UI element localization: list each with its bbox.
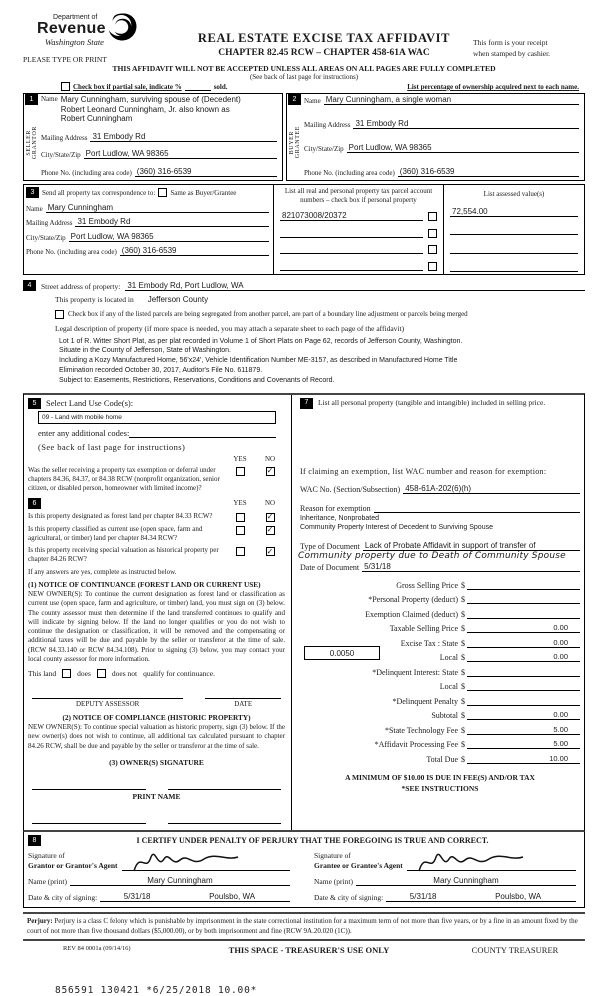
buyer-city-label: City/State/Zip [304, 145, 344, 153]
subtotal-field[interactable]: 0.00 [467, 710, 580, 720]
does-label: does [77, 669, 91, 679]
grantee-sig-label-1: Signature of [314, 851, 351, 861]
grantor-signature-block [28, 847, 290, 902]
ownership-percentage-note: List percentage of ownership acquired next to each name. [407, 83, 579, 91]
does-checkbox[interactable] [62, 669, 71, 678]
certify-statement: I CERTIFY UNDER PENALTY OF PERJURY THAT THE FOREGOING IS TRUE AND CORRECT. [136, 835, 489, 845]
corr-city-label: City/State/Zip [26, 233, 66, 242]
yes-header: YES [233, 454, 247, 463]
segregated-label: Check box if any of the listed parcels are being segregated from another parcel, are part of a boundary line adjustment or parcels being merged [68, 310, 468, 319]
assessed-value-field-blank[interactable] [450, 225, 578, 235]
notice-compliance-title: (2) NOTICE OF COMPLIANCE (HISTORIC PROPERTY) [62, 713, 251, 723]
street-address-field[interactable]: 31 Embody Rd, Port Ludlow, WA [125, 281, 585, 291]
seller-grantor-box [23, 93, 283, 181]
dor-logo-block [23, 14, 175, 64]
located-in-label: This property is located in [55, 295, 134, 304]
county-treasurer-label: COUNTY TREASURER [471, 945, 559, 956]
buyer-city-field[interactable]: Port Ludlow, WA 98365 [347, 143, 579, 153]
section3-number: 3 [26, 187, 39, 198]
seller-phone-label: Phone No. (including area code) [41, 168, 132, 177]
corr-mailing-label: Mailing Address [26, 219, 73, 227]
wac-number-field[interactable]: 458-61A-202(6)(h) [403, 484, 580, 494]
grantor-date-city-label: Date & city of signing: [28, 892, 98, 902]
deputy-assessor-date-line[interactable] [205, 689, 281, 699]
grantee-city-field[interactable]: Poulsbo, WA [460, 892, 576, 902]
deputy-assessor-label: DEPUTY ASSESSOR [75, 700, 140, 709]
grantor-date-field[interactable]: 5/31/18 [100, 892, 174, 902]
footer-row [23, 945, 585, 955]
print-name-line-2[interactable] [168, 814, 282, 824]
partial-sale-percent-field[interactable] [185, 90, 211, 91]
corr-name-field[interactable]: Mary Cunningham [46, 203, 269, 213]
wac-label: WAC No. (Section/Subsection) [300, 484, 401, 494]
current-use-no-checkbox[interactable]: ✓ [266, 525, 274, 535]
grantor-sig-label-2: Grantor or Grantor's Agent [28, 861, 118, 871]
section1-number: 1 [25, 94, 38, 105]
doc-type-field[interactable]: Lack of Probate Affidavit in support of transfer of [363, 541, 580, 551]
please-type-label: PLEASE TYPE OR PRINT [23, 55, 107, 64]
personal-property-list-label: List all personal property (tangible and intangible) included in selling price. [318, 397, 546, 407]
forest-yes-checkbox[interactable] [236, 513, 245, 522]
assessed-value-field-blank[interactable] [450, 244, 578, 254]
qualify-label: qualify for continuance. [143, 669, 215, 679]
partial-sale-row [61, 82, 579, 91]
historic-no-checkbox[interactable]: ✓ [266, 546, 274, 556]
parcel-number-field-blank[interactable] [280, 228, 423, 238]
land-use-code-select[interactable]: 09 - Land with mobile home [38, 411, 276, 424]
gross-selling-price-field[interactable] [467, 580, 580, 590]
parcel-number-field-blank[interactable] [280, 244, 423, 254]
grantee-signature-field[interactable] [407, 847, 576, 871]
buyer-mailing-label: Mailing Address [304, 121, 351, 129]
corr-phone-field[interactable]: (360) 316-6539 [120, 246, 269, 256]
seller-mailing-field[interactable]: 31 Embody Rd [90, 132, 277, 142]
corr-city-field[interactable]: Port Ludlow, WA 98365 [69, 232, 269, 242]
local-rate-box[interactable]: 0.0050 [304, 646, 380, 660]
assessed-values-header: List assessed value(s) [483, 190, 545, 198]
receipt-note [473, 14, 585, 64]
partial-sale-label: Check box if partial sale, indicate % [73, 83, 182, 91]
grantee-signature-icon [415, 847, 525, 875]
personal-property-checkbox-3[interactable] [428, 245, 437, 254]
personal-property-deduct-field[interactable] [467, 594, 580, 604]
see-back-instructions: (See back of last page for instructions) [38, 441, 186, 452]
receipt-note-line2: when stamped by cashier. [473, 48, 551, 58]
grantee-date-city-label: Date & city of signing: [314, 892, 384, 902]
personal-property-checkbox-1[interactable] [428, 212, 437, 221]
forest-no-checkbox[interactable]: ✓ [266, 512, 274, 522]
parcel-numbers-header: List all real and personal property tax parcel account numbers – check box if personal property [284, 187, 433, 204]
grantee-sig-label-2: Grantee or Grantee's Agent [314, 861, 403, 871]
section7-number: 7 [300, 398, 313, 409]
rev-number: REV 84 0001a (09/14/16) [63, 945, 131, 953]
grantor-signature-field[interactable] [122, 847, 290, 871]
corr-name-label: Name [26, 204, 43, 213]
section4-number: 4 [23, 280, 36, 291]
excise-tax-state-field[interactable]: 0.00 [467, 638, 580, 648]
section6-number: 6 [28, 498, 41, 509]
correspondence-label: Send all property tax correspondence to: [42, 188, 156, 197]
section5-number: 5 [28, 398, 41, 409]
sold-label: sold. [213, 83, 228, 91]
assessed-value-field[interactable]: 72,554.00 [450, 207, 578, 217]
treasurer-space-label: THIS SPACE - TREASURER'S USE ONLY [228, 945, 390, 956]
affidavit-processing-fee-field[interactable]: 5.00 [467, 739, 580, 749]
section8-box [23, 832, 585, 908]
grantor-name-field[interactable]: Mary Cunningham [70, 876, 290, 886]
deputy-assessor-signature-line[interactable] [32, 689, 183, 699]
warning-line: THIS AFFIDAVIT WILL NOT BE ACCEPTED UNLESS ALL AREAS ON ALL PAGES ARE FULLY COMPLETED [112, 64, 496, 73]
grantor-signature-icon [130, 847, 240, 875]
buyer-name-label: Name [304, 97, 321, 105]
notice-continuance-body: NEW OWNER(S): To continue the current designation as forest land or classification as current use (open space, farm and agriculture, or timber) land, you must sign on (3) below. The county assessor must then determine if the land transferred continues to qualify and will indicate by signing below. If the land no longer qualifies or you do not wish to continue the designation or classification, it will be removed and the compensating or additional taxes will be due and payable by the seller or transferor at the time of sale. (RCW 84.33.140 or RCW 84.34.108). Prior to signing (3) below, you may contact your local county assessor for more information. [28, 590, 285, 663]
historic-property-question: Is this property receiving special valuation as historical property per chapter 84.26 RCW? [28, 546, 219, 564]
seller-name-label: Name [41, 95, 58, 103]
notice-continuance-title: (1) NOTICE OF CONTINUANCE (FOREST LAND OR CURRENT USE) [28, 580, 261, 590]
exemption-intro: If claiming an exemption, list WAC number and reason for exemption: [300, 466, 547, 476]
q1-yes-checkbox[interactable] [236, 467, 245, 476]
section3-box [23, 184, 585, 275]
q1-no-checkbox[interactable]: ✓ [266, 466, 274, 476]
seller-phone-field[interactable]: (360) 316-6539 [135, 167, 277, 177]
same-as-buyer-checkbox[interactable] [158, 188, 167, 197]
does-not-label: does not [111, 669, 138, 679]
owner-signature-line-2[interactable] [168, 780, 282, 790]
minimum-fee-note: A MINIMUM OF $10.00 IS DUE IN FEE(S) AND/OR TAX *SEE INSTRUCTIONS [345, 772, 535, 793]
state-technology-fee-field[interactable]: 5.00 [467, 725, 580, 735]
parcel-number-field-blank[interactable] [280, 261, 423, 271]
assessed-value-field-blank[interactable] [450, 262, 578, 272]
section4 [23, 280, 585, 386]
personal-property-checkbox-2[interactable] [428, 229, 437, 238]
section2-number: 2 [288, 94, 301, 105]
buyer-name-field[interactable]: Mary Cunningham, a single woman [324, 95, 579, 105]
no-header-2: NO [264, 499, 276, 508]
seller-city-field[interactable]: Port Ludlow, WA 98365 [84, 149, 277, 159]
taxable-selling-price-field[interactable]: 0.00 [467, 623, 580, 633]
form-title: REAL ESTATE EXCISE TAX AFFIDAVIT [197, 31, 451, 45]
excise-tax-local-field[interactable]: 0.00 [467, 652, 580, 662]
if-yes-note: If any answers are yes, complete as instructed below. [28, 568, 177, 577]
seller-city-label: City/State/Zip [41, 151, 81, 160]
logo-dept-text: Department of [53, 14, 98, 21]
grantor-city-field[interactable]: Poulsbo, WA [174, 892, 290, 902]
segregated-checkbox[interactable] [55, 310, 64, 319]
current-use-question: Is this property classified as current use (open space, farm and agricultural, or timber) land per chapter 84.34 RCW? [28, 524, 203, 542]
section7-column [292, 395, 584, 830]
doc-type-label: Type of Document [300, 542, 360, 552]
reason-label: Reason for exemption [300, 503, 371, 513]
parcel-number-field[interactable]: 821073008/20372 [280, 211, 423, 221]
located-county-field[interactable]: Jefferson County [147, 295, 209, 304]
delinquent-interest-local-field[interactable] [467, 681, 580, 691]
no-header: NO [264, 454, 276, 463]
doc-type-handwritten-text: Community property due to Death of Community Spouse [298, 551, 566, 562]
delinquent-penalty-field[interactable] [467, 696, 580, 706]
buyer-grantee-side-label: BUYER GRANTEE [288, 126, 301, 159]
personal-property-checkbox-4[interactable] [428, 262, 437, 271]
seller-mailing-label: Mailing Address [41, 133, 88, 142]
this-land-label: This land [28, 669, 57, 679]
form-subtitle: CHAPTER 82.45 RCW – CHAPTER 458-61A WAC [218, 48, 430, 58]
receipt-note-line1: This form is your receipt [473, 38, 548, 47]
owners-signature-label: (3) OWNER(S) SIGNATURE [109, 757, 204, 767]
corr-mailing-field[interactable]: 31 Embody Rd [75, 217, 269, 227]
cashier-stamp: 856591 130421 *6/25/2018 10.00* [55, 985, 258, 996]
corr-phone-label: Phone No. (including area code) [26, 248, 117, 256]
grantee-date-field[interactable]: 5/31/18 [386, 892, 460, 902]
buyer-phone-label: Phone No. (including area code) [304, 169, 395, 177]
section8-number: 8 [28, 835, 41, 846]
grantee-signature-block [314, 847, 576, 902]
same-as-buyer-label: Same as Buyer/Grantee [170, 188, 237, 197]
reason-text: Inheritance, Nonprobated Community Property Interest of Decedent to Surviving Spouse [300, 514, 493, 532]
owner-signature-line-1[interactable] [32, 780, 146, 790]
dor-swirl-icon [108, 12, 138, 42]
assessor-date-label: DATE [234, 700, 253, 709]
perjury-notice: Perjury: Perjury is a class C felony which is punishable by imprisonment in the state correctional institution for a maximum term of not more than five years, or by a fine in an amount fixed by the court of not more than five thousand dollars ($5,000.00), or by both imprisonment and fine (RCW 9A.20.020 (1C)). [23, 912, 585, 942]
current-use-yes-checkbox[interactable] [236, 526, 245, 535]
legal-description-text[interactable]: Lot 1 of R. Witter Short Plat, as per plat recorded in Volume 1 of Short Plats on Page 62, records of Jefferson County, Washington. Situate in the County of Jefferson, State of Washington. Including a Kozy Manufactured Home, 56'x24', Vehicle Identification Number ME-3157, as described in Manufactured Home Title Elimination recorded October 30, 2017, Auditor's File No. 611879. Subject to: Easements, Restrictions, Reservations, Conditions and Covenants of Record. [59, 337, 463, 384]
grantee-name-field[interactable]: Mary Cunningham [356, 876, 576, 886]
exemption-claimed-field[interactable] [467, 609, 580, 619]
excise-tax-table: Gross Selling Price $ *Personal Property (deduct) $ Exemption Claimed (deduct) $ Taxable Selling Price $ 0.00 Excise Tax : State $ 0.00 0.0050 Local $ 0.00 *Delinquent Interest: State $ Local $ *Delinquent Penalty $ Subtotal $ 0.00 *State Technology Fee $ 5.00 *Affidavit Processing Fee $ 5.00 Total Due $ 10.00 [300, 575, 580, 764]
legal-description-label: Legal description of property (if more space is needed, you may attach a separate sheet to each page of the affidavit) [55, 323, 405, 333]
logo-revenue-text: Revenue [37, 20, 106, 37]
buyer-mailing-field[interactable]: 31 Embody Rd [353, 119, 579, 129]
partial-sale-checkbox[interactable] [61, 82, 70, 91]
grantor-name-print-label: Name (print) [28, 877, 67, 887]
street-address-label: Street address of property: [41, 282, 121, 291]
additional-codes-label: enter any additional codes: [38, 427, 130, 438]
total-due-field[interactable]: 10.00 [467, 754, 580, 764]
seller-grantor-side-label: SELLER GRANTOR [25, 125, 38, 160]
grantor-sig-label-1: Signature of [28, 851, 65, 861]
additional-codes-field[interactable] [129, 428, 276, 438]
print-name-label: PRINT NAME [132, 791, 181, 801]
section5-6-column [24, 395, 292, 830]
print-name-line-1[interactable] [32, 814, 146, 824]
doc-date-label: Date of Document [300, 563, 360, 573]
reason-field[interactable] [374, 503, 580, 513]
land-use-label: Select Land Use Code(s): [46, 398, 134, 409]
see-back-note: (See back of last page for instructions) [249, 73, 359, 81]
doc-date-field[interactable]: 5/31/18 [362, 562, 580, 572]
forest-land-question: Is this property designated as forest land per chapter 84.33 RCW? [28, 511, 213, 520]
grantee-name-print-label: Name (print) [314, 877, 353, 887]
buyer-grantee-box [286, 93, 585, 181]
dor-logo-text [37, 14, 106, 47]
yes-header-2: YES [233, 499, 247, 508]
logo-state-text: Washington State [45, 37, 104, 47]
does-not-checkbox[interactable] [97, 669, 106, 678]
delinquent-interest-state-field[interactable] [467, 667, 580, 677]
buyer-phone-field[interactable]: (360) 316-6539 [398, 167, 579, 177]
exemption-deferral-question: Was the seller receiving a property tax exemption or deferral under chapters 84.36, 84.37, or 84.38 RCW (nonprofit organization, senior citizen, or disabled person, homeowner with limited income)? [28, 465, 220, 492]
seller-name-value[interactable]: Mary Cunningham, surviving spouse of (Decedent) Robert Leonard Cunningham, Jr. also known as Robert Cunningham [60, 95, 241, 124]
historic-yes-checkbox[interactable] [236, 547, 245, 556]
notice-compliance-body: NEW OWNER(S): To continue special valuation as historic property, sign (3) below. If the new owner(s) does not wish to continue, all additional tax calculated pursuant to chapter 84.26 RCW, shall be due and payable by the seller or transferor at the time of sale. [28, 723, 285, 750]
header [23, 14, 585, 64]
